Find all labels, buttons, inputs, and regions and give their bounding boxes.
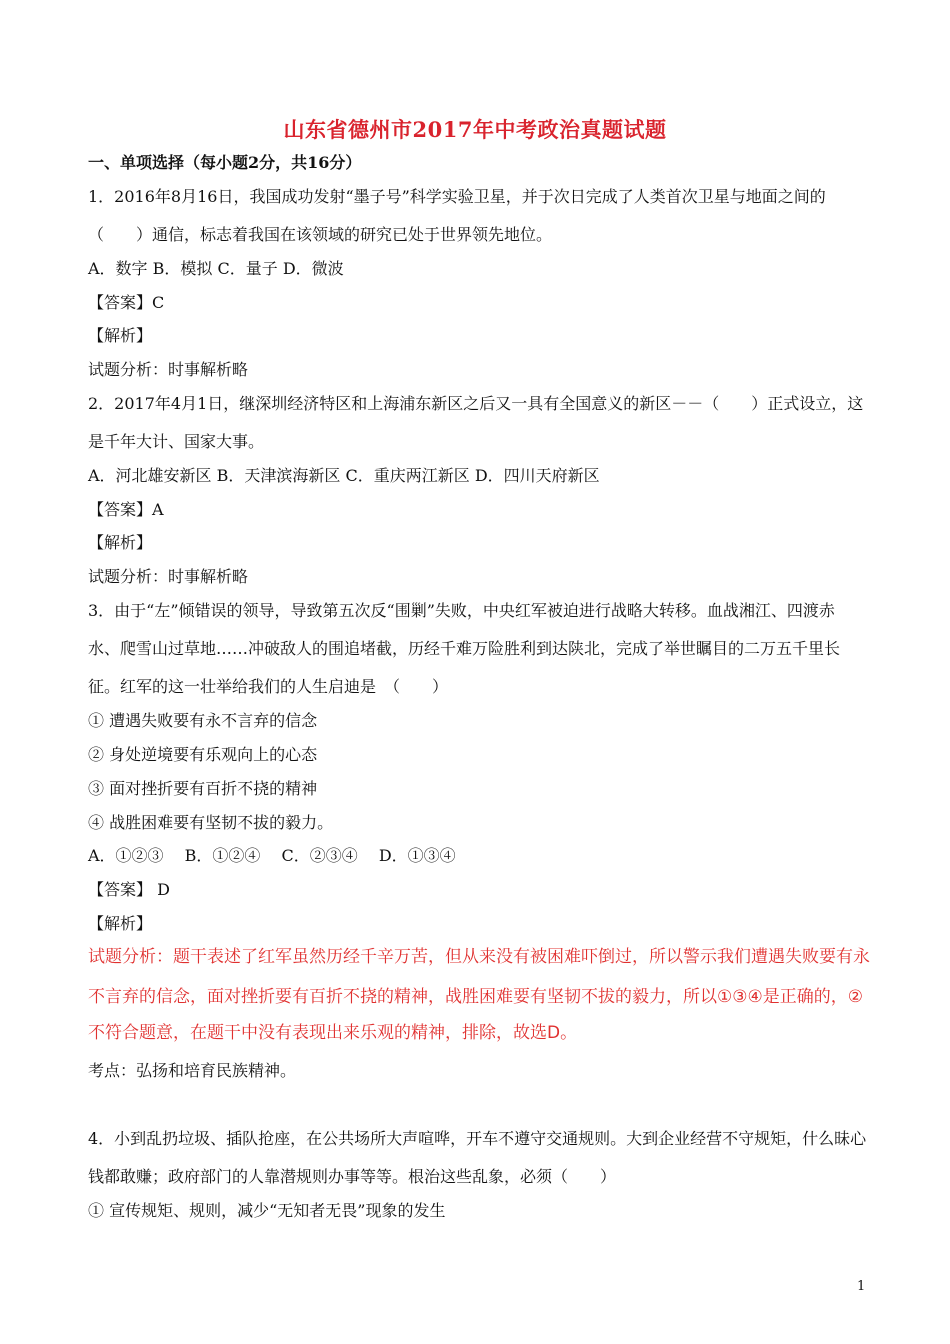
question-2-options: A．河北雄安新区 B．天津滨海新区 C．重庆两江新区 D．四川天府新区	[88, 466, 600, 485]
question-1-analysis-label: 【解析】	[88, 326, 153, 345]
question-4-line-2: 钱都敢赚；政府部门的人靠潜规则办事等等。根治这些乱象，必须（ ）	[88, 1167, 617, 1186]
question-3-analysis-line-3: 不符合题意，在题干中没有表现出来乐观的精神，排除，故选D。	[88, 1023, 578, 1043]
question-2-analysis: 试题分析：时事解析略	[88, 567, 249, 586]
question-2-analysis-label: 【解析】	[88, 533, 153, 552]
page-number: 1	[857, 1279, 866, 1294]
question-2-answer: 【答案】A	[88, 500, 164, 519]
question-3-analysis-label: 【解析】	[88, 914, 153, 933]
question-3-analysis-line-1: 试题分析：题干表述了红军虽然历经千辛万苦，但从来没有被困难吓倒过，所以警示我们遭遇失败要有永	[88, 947, 870, 967]
question-3-kaodian: 考点：弘扬和培育民族精神。	[88, 1061, 297, 1080]
question-4-line-1: 4．小到乱扔垃圾、插队抢座，在公共场所大声喧哗，开车不遵守交通规则。大到企业经营不守规矩，什么昧心	[88, 1129, 867, 1148]
question-1-analysis: 试题分析：时事解析略	[88, 360, 249, 379]
question-1-answer: 【答案】C	[88, 293, 165, 312]
question-3-item-1: ① 遭遇失败要有永不言弃的信念	[88, 711, 318, 730]
question-3-item-4: ④ 战胜困难要有坚韧不拔的毅力。	[88, 813, 334, 832]
page-title: 山东省德州市2017年中考政治真题试题	[283, 117, 667, 142]
question-4-item-1: ① 宣传规矩、规则，减少“无知者无畏”现象的发生	[88, 1201, 446, 1220]
question-3-line-3: 征。红军的这一壮举给我们的人生启迪是 （ ）	[88, 677, 449, 696]
question-3-answer: 【答案】 D	[88, 880, 170, 899]
question-3-options: A．①②③ B．①②④ C．②③④ D．①③④	[88, 846, 456, 865]
question-3-item-3: ③ 面对挫折要有百折不挠的精神	[88, 779, 318, 798]
section-heading: 一、单项选择（每小题2分，共16分）	[88, 153, 362, 172]
question-3-analysis-line-2: 不言弃的信念，面对挫折要有百折不挠的精神，战胜困难要有坚韧不拔的毅力，所以①③④是正确的，②	[88, 987, 863, 1007]
question-2-line-2: 是千年大计、国家大事。	[88, 432, 265, 451]
question-1-line-2: （ ）通信，标志着我国在该领域的研究已处于世界领先地位。	[88, 225, 553, 244]
question-3-line-1: 3．由于“左”倾错误的领导，导致第五次反“围剿”失败，中央红军被迫进行战略大转移。血战湘江、四渡赤	[88, 601, 835, 620]
question-2-line-1: 2．2017年4月1日，继深圳经济特区和上海浦东新区之后又一具有全国意义的新区－－（ ）正式设立，这	[88, 394, 864, 413]
question-3-line-2: 水、爬雪山过草地……冲破敌人的围追堵截，历经千难万险胜利到达陕北，完成了举世瞩目的二万五千里长	[88, 639, 841, 658]
question-1-options: A．数字 B．模拟 C．量子 D．微波	[88, 259, 344, 278]
question-3-item-2: ② 身处逆境要有乐观向上的心态	[88, 745, 318, 764]
question-1-line-1: 1．2016年8月16日，我国成功发射“墨子号”科学实验卫星，并于次日完成了人类首次卫星与地面之间的	[88, 187, 826, 206]
